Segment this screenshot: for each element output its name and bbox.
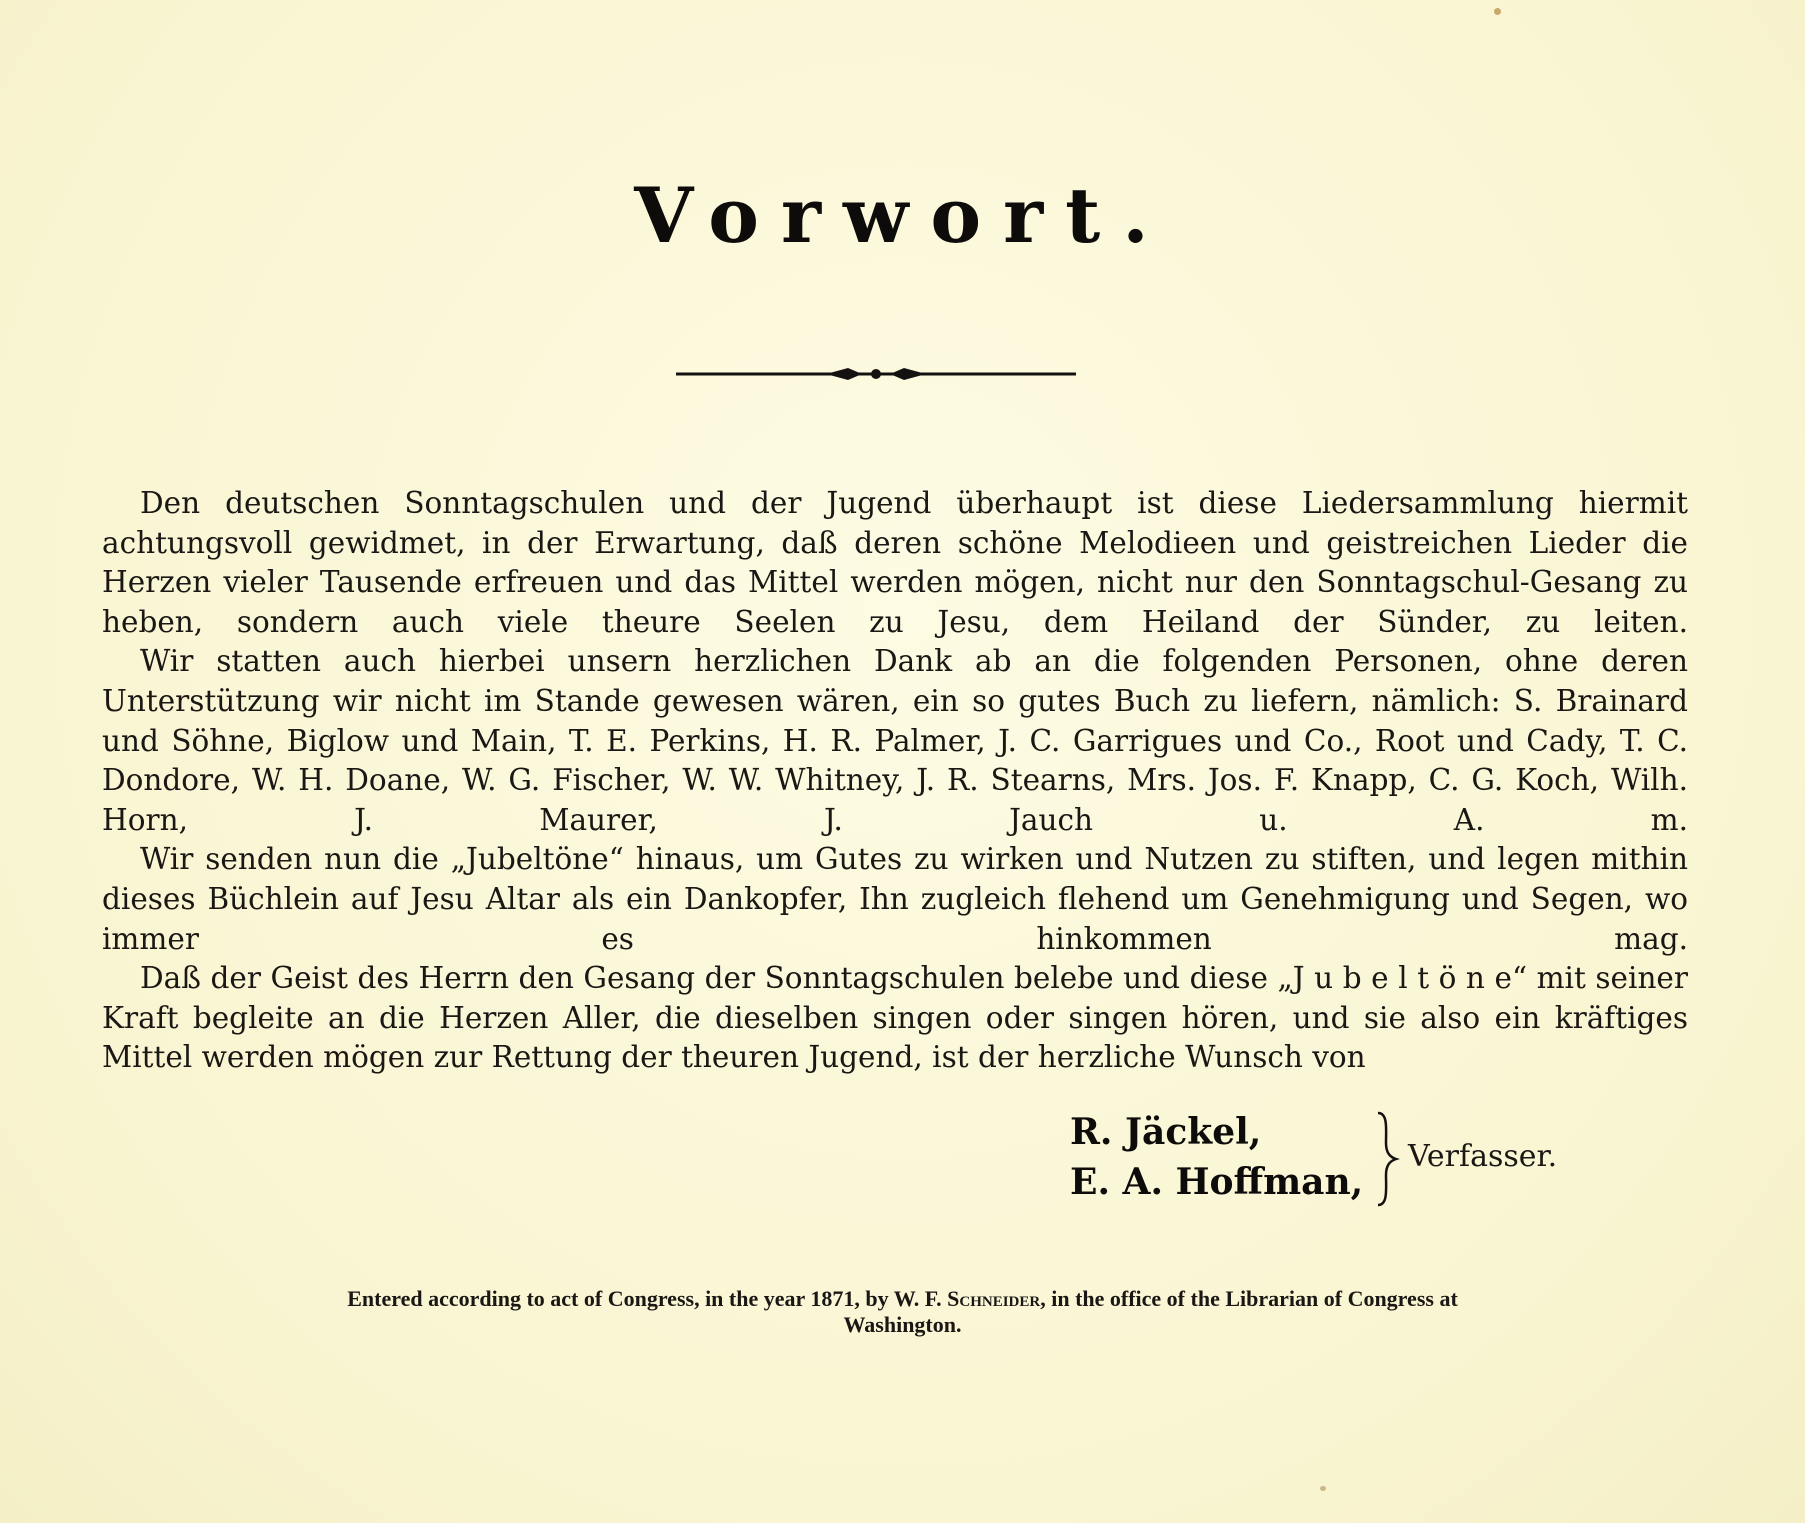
author-name: R. Jäckel, (1070, 1111, 1262, 1153)
author-names (1070, 1107, 1363, 1207)
publisher-name: Schneider (947, 1286, 1041, 1311)
paragraph-dedication: Den deutschen Sonntagschulen und der Jugend überhaupt ist diese Liedersammlung hiermit achtungsvoll gewidmet, in der Erwartung, daß deren schöne Melodieen und geistreichen Lieder die Herzen vieler Tausende erfreuen und das Mittel werden mögen, nicht nur den Sonntagschul-Gesang zu heben, sondern auch viele theure Seelen zu Jesu, dem Heiland der Sünder, zu leiten. (102, 486, 1688, 639)
paper-speck (1494, 8, 1501, 15)
curly-brace-icon (1372, 1109, 1402, 1209)
copyright-line-1: Entered according to act of Congress, in the year 1871, by W. F. Schneider, in the office of the Librarian of Congress at (347, 1286, 1458, 1311)
paragraph-sending: Wir senden nun die „Jubeltöne“ hinaus, um Gutes zu wirken und Nutzen zu stiften, und legen mithin dieses Büchlein auf Jesu Altar als ein Dankopfer, Ihn zugleich flehend um Genehmigung und Segen, wo immer es hinkommen mag. (102, 842, 1688, 956)
copyright-notice (0, 1286, 1805, 1338)
paragraph-thanks: Wir statten auch hierbei unsern herzlichen Dank ab an die folgenden Personen, ohne deren Unterstützung wir nicht im Stande gewesen wären, ein so gutes Buch zu liefern, nämlich: S. Brainard und Söhne, Biglow und Main, T. E. Perkins, H. R. Palmer, J. C. Garrigues und Co., Root und Cady, T. C. Dondore, W. H. Doane, W. G. Fischer, W. W. Whitney, J. R. Stearns, Mrs. Jos. F. Knapp, C. G. Koch, Wilh. Horn, J. Maurer, J. Jauch u. A. m. (102, 644, 1688, 837)
author-role: Verfasser. (1408, 1139, 1558, 1174)
author-name: E. A. Hoffman, (1070, 1161, 1364, 1203)
signature-block (1070, 1107, 1630, 1217)
paper-speck (1320, 1486, 1326, 1491)
page-title: Vorwort. (634, 171, 1171, 260)
paragraph-wish: Daß der Geist des Herrn den Gesang der Sonntagschulen belebe und diese „J u b e l t ö n e“ mit seiner Kraft begleite an die Herzen Aller, die dieselben singen oder singen hören, und sie also ein kräftiges Mittel werden mögen zur Rettung der theuren Jugend, ist der herzliche Wunsch von (102, 961, 1688, 1075)
ornamental-divider (676, 362, 1076, 386)
copyright-line-2: Washington. (843, 1312, 962, 1337)
preface-text (102, 484, 1688, 1078)
